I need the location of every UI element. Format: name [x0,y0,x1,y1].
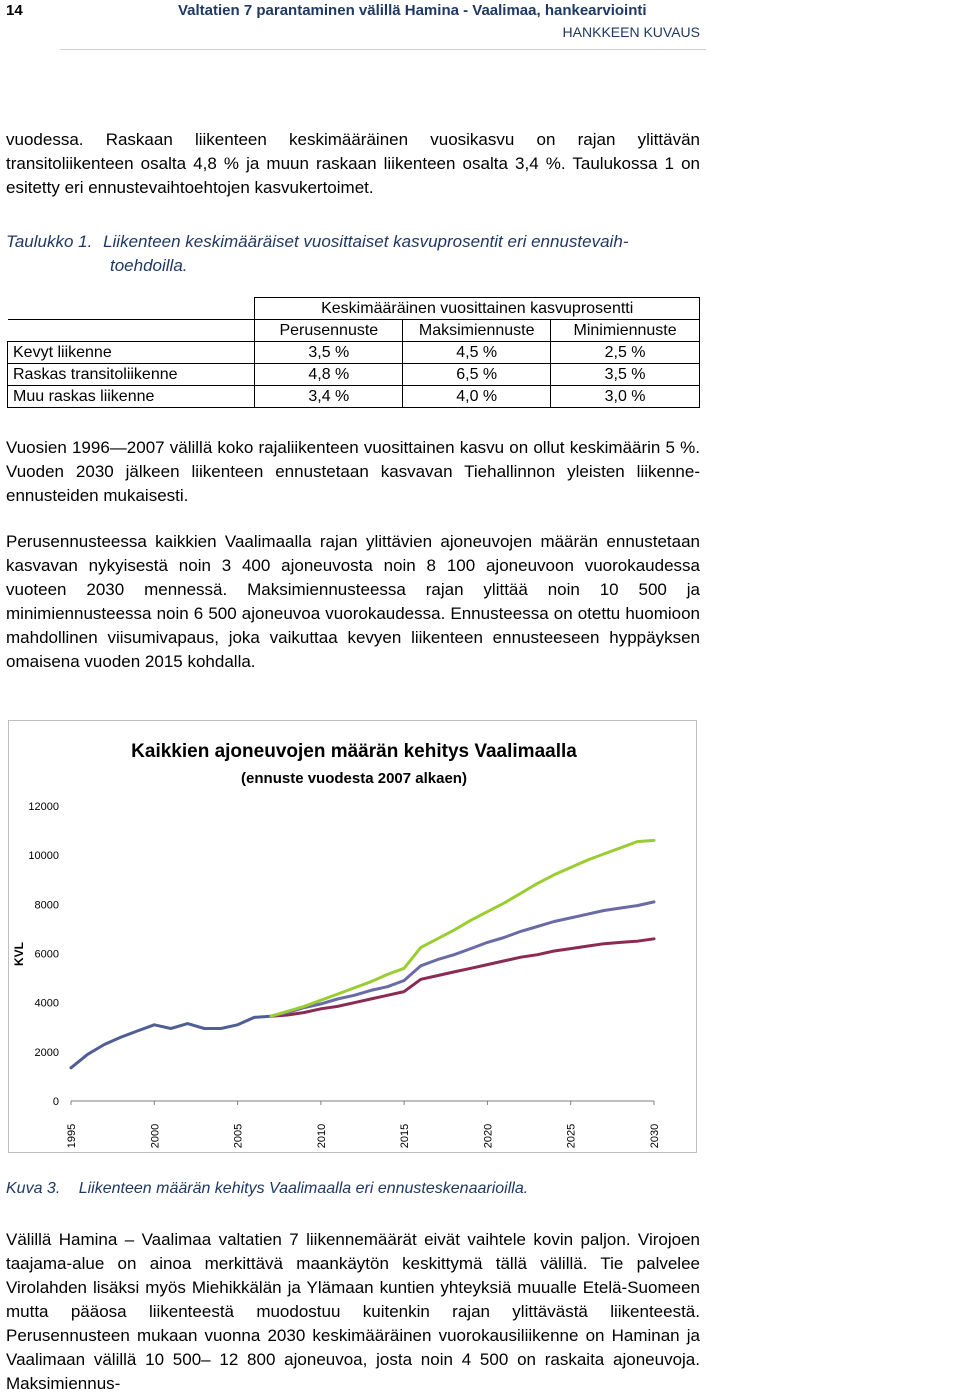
x-tick-label: 2020 [482,1123,495,1149]
table-caption-label: Taulukko 1. [6,232,93,251]
y-tick-label: 8000 [34,899,59,912]
y-tick-label: 4000 [34,997,59,1010]
table-cell: 3,5 % [551,364,700,386]
series-line-perus [271,902,654,1016]
x-tick-label: 1995 [66,1123,78,1149]
paragraph-intro: vuodessa. Raskaan liikenteen keskimääräinen vuosikasvu on rajan ylittävän transitoliikenteen osalta 4,8 % ja muun raskaan liikenteen osalta 3,4 %. Taulukossa 1 on esitetty eri ennustevaihtoehtojen kasvukertoimet. [6,130,700,197]
x-tick-label: 2030 [649,1123,661,1149]
table-row [8,386,700,408]
table-cell: 3,4 % [255,386,403,408]
chart-series-group [71,840,654,1067]
table-group-header: Keskimääräinen vuosittainen kasvuprosentti [255,298,700,320]
table-cell: 3,5 % [255,342,403,364]
x-tick-label: 2015 [399,1123,412,1149]
row-label: Kevyt liikenne [8,342,255,364]
column-header: Minimiennuste [551,320,700,342]
table-cell: 6,5 % [403,364,551,386]
table-column-header-row [8,320,700,342]
traffic-chart-frame [8,720,697,1153]
y-tick-label: 10000 [28,850,59,863]
paragraph-growth-history: Vuosien 1996—2007 välillä koko rajaliikenteen vuosittainen kasvu on ollut keskimäärin 5 %. Vuoden 2030 jälkeen liikenteen ennustetaan kasvavan Tiehallinnon yleisten liikenne-ennusteiden mukaisesti. [6,438,700,505]
page-number: 14 [6,2,23,19]
table-caption [6,230,628,253]
table-caption-text-2: toehdoilla. [110,256,188,275]
column-header: Maksimiennuste [403,320,551,342]
row-label: Raskas transitoliikenne [8,364,255,386]
chart-axes [28,801,661,1148]
table-caption-text-1: Liikenteen keskimääräiset vuosittaiset kasvuprosentit eri ennustevaih- [103,232,629,251]
table-corner [8,298,255,320]
table-cell: 4,5 % [403,342,551,364]
running-title: Valtatien 7 parantaminen välillä Hamina - Vaalimaa, hankearviointi [178,2,647,19]
table-group-header-row [8,298,700,320]
table-cell: 3,0 % [551,386,700,408]
column-header: Perusennuste [255,320,403,342]
x-tick-label: 2000 [149,1123,162,1149]
chart-title: Kaikkien ajoneuvojen määrän kehitys Vaalimaalla [131,741,577,762]
section-name: HANKKEEN KUVAUS [562,24,700,40]
y-tick-label: 2000 [34,1046,59,1059]
traffic-chart [9,721,696,1152]
table-cell: 2,5 % [551,342,700,364]
y-tick-label: 6000 [34,948,59,961]
paragraph-road-description: Välillä Hamina – Vaalimaa valtatien 7 liikennemäärät eivät vaihtele kovin paljon. Virojoen taajama-alue on ainoa merkittävä maankäytön keskittymä tällä välillä. Tie palvelee Virolahden lisäksi myös Miehikkälän ja Ylämaan kuntien yhteyksiä muualle Etelä-Suomeen mutta pääosa liikenteestä muodostuu kuitenkin rajan ylittävästä liikenteestä. Perusennusteen mukaan vuonna 2030 keskimääräinen vuorokausiliikenne on Haminan ja Vaalimaan välillä 10 500– 12 800 ajoneuvoa, josta noin 4 500 on raskaita ajoneuvoja. Maksimiennus- [6,1230,700,1393]
series-line-historical [71,1016,271,1068]
table-corner-2 [8,320,255,342]
chart-subtitle: (ennuste vuodesta 2007 alkaen) [241,770,467,787]
series-line-maksimi [271,840,654,1016]
figure-caption [6,1180,528,1198]
growth-rate-table [7,297,700,408]
row-label: Muu raskas liikenne [8,386,255,408]
figure-caption-label: Kuva 3. [6,1180,61,1197]
paragraph-forecast: Perusennusteessa kaikkien Vaalimaalla rajan ylittävien ajoneuvojen määrän ennustetaan kasvavan nykyisestä noin 3 400 ajoneuvosta noin 8 100 ajoneuvoon vuorokaudessa vuoteen 2030 mennessä. Maksimiennusteessa rajan ylittää noin 10 500 ja minimiennusteessa noin 6 500 ajoneuvoa vuorokaudessa. Ennusteessa on otettu huomioon mahdollinen viisumivapaus, joka vaikuttaa kevyen liikenteen ennusteeseen hyppäyksen omaisena vuoden 2015 kohdalla. [6,532,700,671]
x-tick-label: 2005 [232,1123,245,1149]
y-tick-label: 12000 [28,801,59,813]
y-tick-label: 0 [52,1096,59,1108]
header-divider [60,49,706,50]
table-row [8,342,700,364]
figure-caption-text: Liikenteen määrän kehitys Vaalimaalla eri ennusteskenaarioilla. [78,1180,529,1197]
y-axis-label: KVL [12,942,26,966]
x-tick-label: 2025 [565,1123,578,1149]
table-cell: 4,0 % [403,386,551,408]
x-tick-label: 2010 [315,1123,328,1149]
table-cell: 4,8 % [255,364,403,386]
table-row [8,364,700,386]
